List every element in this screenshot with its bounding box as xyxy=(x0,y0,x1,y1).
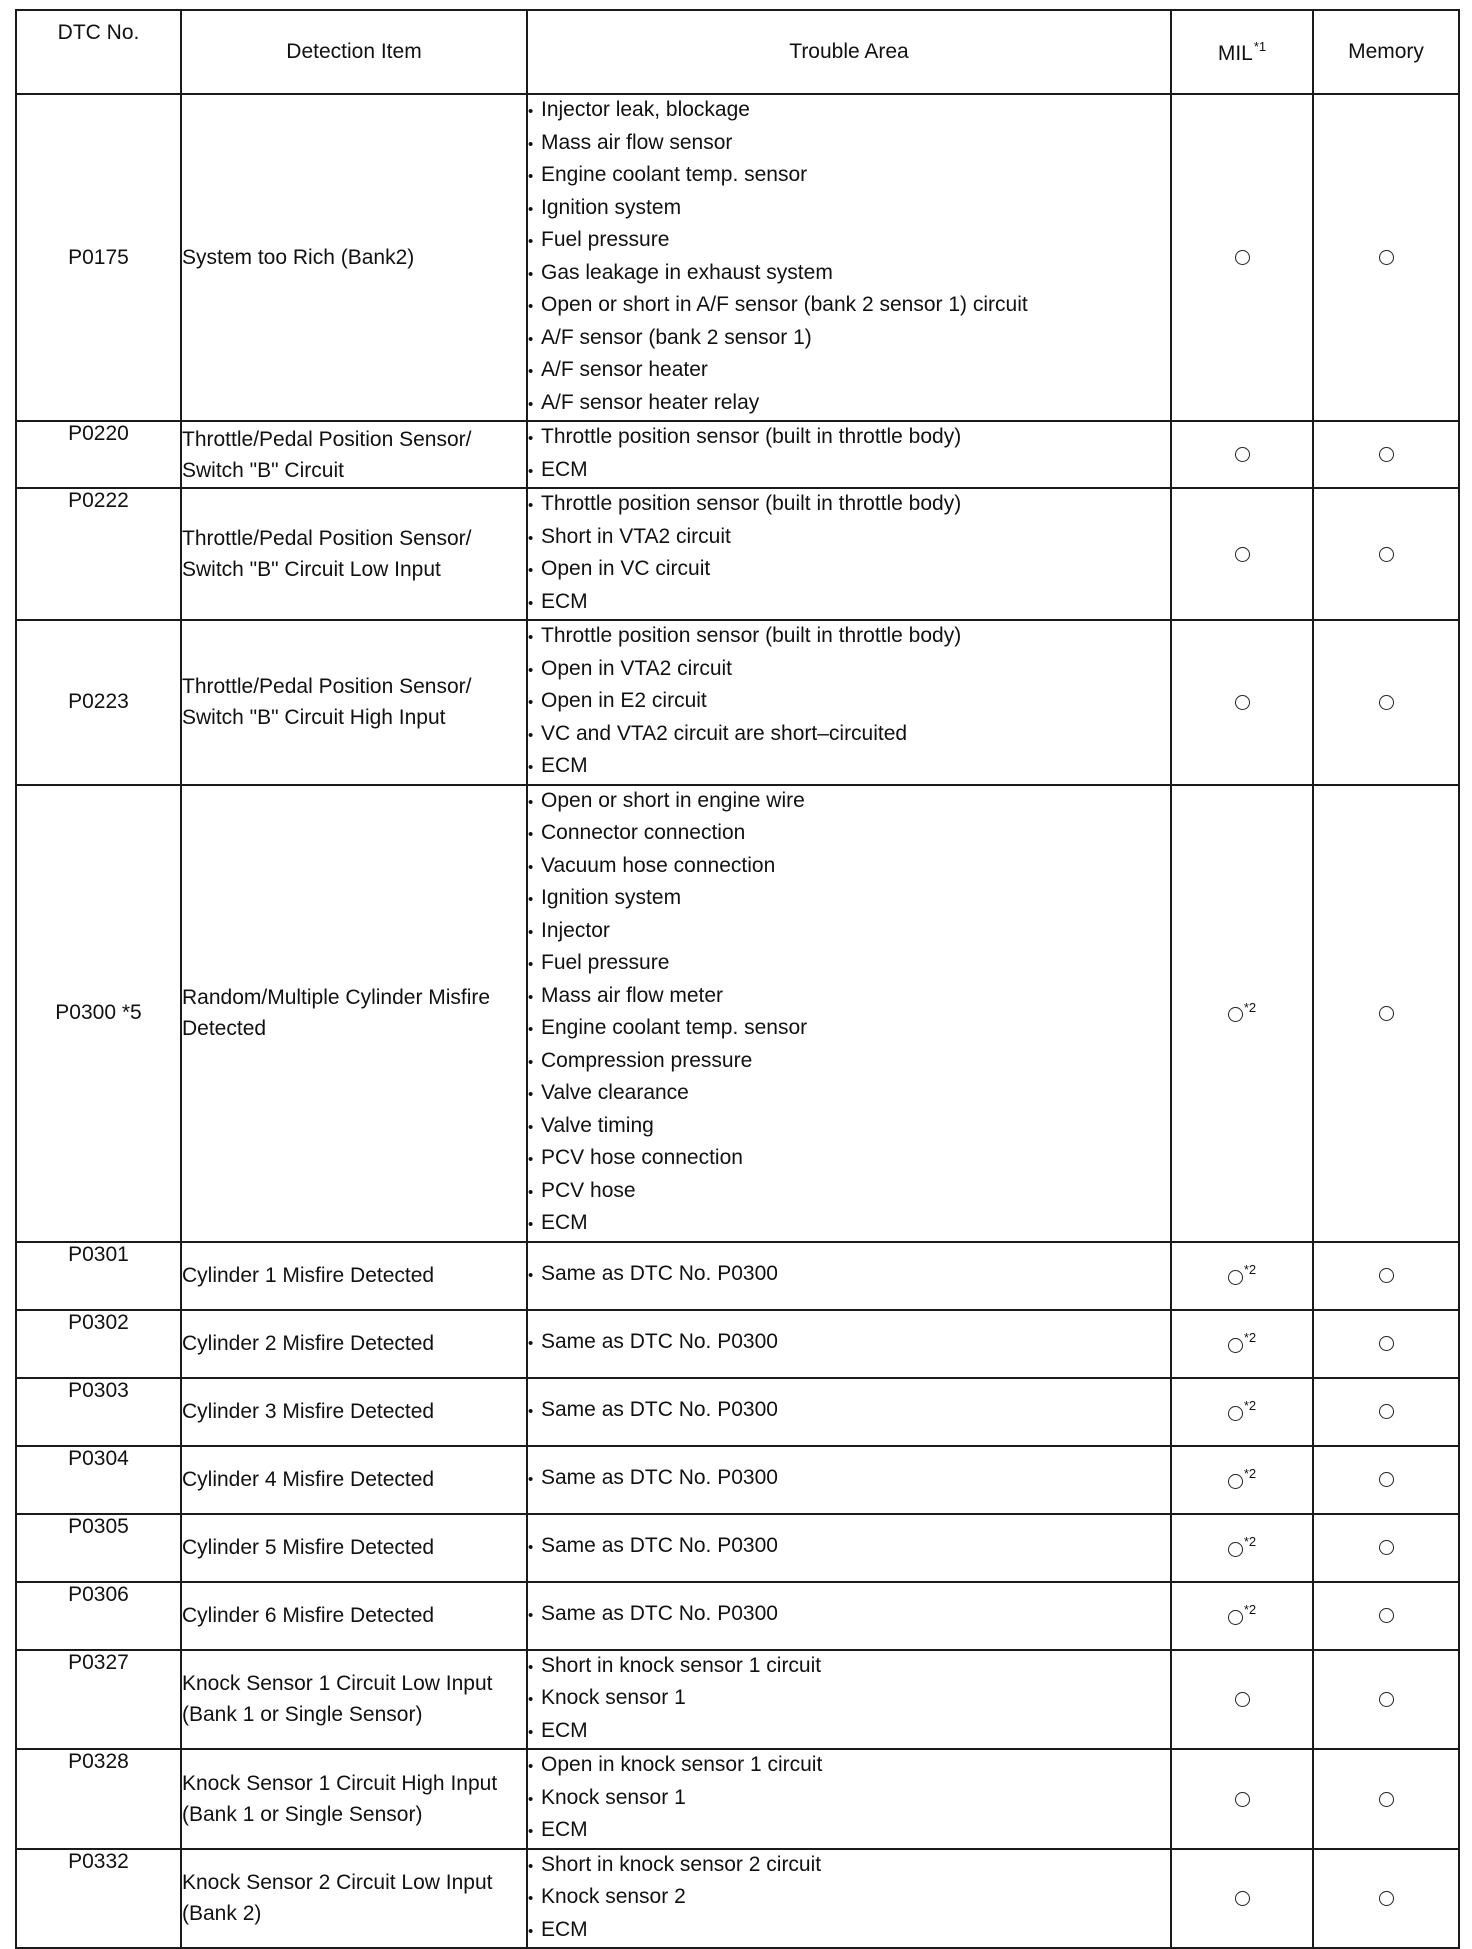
circle-icon xyxy=(1228,1007,1243,1022)
trouble-area-text: Open in VTA2 circuit xyxy=(541,656,733,680)
bullet-icon: • xyxy=(528,430,534,447)
trouble-area-line xyxy=(528,1078,1170,1111)
trouble-area xyxy=(527,1378,1171,1446)
trouble-area-line xyxy=(528,751,1170,784)
circle-icon xyxy=(1379,1792,1394,1807)
trouble-area-line xyxy=(528,1882,1170,1915)
table-row xyxy=(16,488,1459,620)
bullet-icon: • xyxy=(528,826,534,843)
bullet-icon: • xyxy=(528,330,534,348)
bullet-icon: • xyxy=(528,988,534,1006)
mil-indicator xyxy=(1171,421,1313,488)
trouble-area-text: Short in knock sensor 2 circuit xyxy=(541,1852,822,1876)
trouble-area-line xyxy=(528,290,1170,323)
trouble-area-text: ECM xyxy=(541,589,588,613)
memory-indicator xyxy=(1313,1514,1459,1582)
trouble-area-line xyxy=(528,1716,1170,1749)
bullet-icon: • xyxy=(528,956,534,973)
trouble-area xyxy=(527,1849,1171,1949)
bullet-icon: • xyxy=(528,1758,534,1775)
trouble-area-line xyxy=(528,621,1170,654)
header-trouble-area: Trouble Area xyxy=(527,10,1171,94)
detection-item: Random/Multiple Cylinder Misfire Detected xyxy=(181,785,527,1242)
dtc-code: P0305 xyxy=(16,1514,181,1582)
bullet-icon: • xyxy=(528,529,534,547)
trouble-area-line xyxy=(528,1176,1170,1209)
bullet-icon: • xyxy=(528,1922,534,1940)
dtc-code: P0328 xyxy=(16,1749,181,1849)
bullet-icon: • xyxy=(528,1335,534,1353)
mil-indicator xyxy=(1171,1378,1313,1446)
mil-indicator xyxy=(1171,1582,1313,1650)
trouble-area-text: Open in E2 circuit xyxy=(541,689,707,712)
mil-indicator xyxy=(1171,620,1313,785)
trouble-area-line xyxy=(528,1850,1170,1883)
bullet-icon: • xyxy=(528,1723,534,1741)
bullet-icon: • xyxy=(528,793,534,811)
trouble-area-text: Same as DTC No. P0300 xyxy=(541,1330,778,1354)
trouble-area-text: Mass air flow sensor xyxy=(541,130,733,154)
circle-icon xyxy=(1379,695,1394,710)
trouble-area-line xyxy=(528,851,1170,884)
memory-indicator xyxy=(1313,1582,1459,1650)
mil-footnote-marker: *2 xyxy=(1243,1534,1257,1549)
trouble-area xyxy=(527,488,1171,620)
trouble-area-text: PCV hose connection xyxy=(541,1146,743,1169)
detection-item: Knock Sensor 1 Circuit High Input (Bank 1 or Single Sensor) xyxy=(181,1749,527,1849)
bullet-icon: • xyxy=(528,233,534,250)
trouble-area xyxy=(527,421,1171,488)
dtc-code: P0223 xyxy=(16,620,181,785)
trouble-area-line xyxy=(528,225,1170,258)
circle-icon xyxy=(1379,1472,1394,1487)
table-row xyxy=(16,1650,1459,1750)
circle-icon xyxy=(1379,1006,1394,1021)
trouble-area xyxy=(527,94,1171,421)
bullet-icon: • xyxy=(528,1403,534,1421)
trouble-area-line xyxy=(528,654,1170,687)
bullet-icon: • xyxy=(528,497,534,514)
trouble-area-text: Ignition system xyxy=(541,195,682,219)
trouble-area-line xyxy=(528,323,1170,356)
trouble-area-line xyxy=(528,1395,1170,1428)
bullet-icon: • xyxy=(528,1471,534,1489)
circle-icon xyxy=(1379,1336,1394,1351)
trouble-area-line xyxy=(528,1208,1170,1241)
circle-icon xyxy=(1235,1792,1250,1807)
table-row xyxy=(16,421,1459,488)
bullet-icon: • xyxy=(528,395,534,413)
trouble-area xyxy=(527,1582,1171,1650)
trouble-area-text: Engine coolant temp. sensor xyxy=(541,1016,808,1039)
trouble-area-line xyxy=(528,1327,1170,1360)
bullet-icon: • xyxy=(528,759,534,776)
circle-icon xyxy=(1379,1540,1394,1555)
trouble-area-line xyxy=(528,388,1170,421)
detection-item: Cylinder 5 Misfire Detected xyxy=(181,1514,527,1582)
detection-item: Cylinder 1 Misfire Detected xyxy=(181,1242,527,1310)
memory-indicator xyxy=(1313,1749,1459,1849)
trouble-area xyxy=(527,785,1171,1242)
bullet-icon: • xyxy=(528,594,534,612)
trouble-area-line xyxy=(528,258,1170,291)
mil-indicator xyxy=(1171,1650,1313,1750)
trouble-area-text: Connector connection xyxy=(541,821,746,844)
mil-footnote-marker: *2 xyxy=(1243,999,1257,1015)
header-row xyxy=(16,10,1459,94)
trouble-area-text: Gas leakage in exhaust system xyxy=(541,260,833,284)
detection-item: Cylinder 4 Misfire Detected xyxy=(181,1446,527,1514)
trouble-area-text: Ignition system xyxy=(541,886,682,909)
dtc-code: P0302 xyxy=(16,1310,181,1378)
bullet-icon: • xyxy=(528,1691,534,1708)
dtc-code: P0332 xyxy=(16,1849,181,1949)
trouble-area xyxy=(527,1242,1171,1310)
trouble-area-line xyxy=(528,1111,1170,1144)
trouble-area-text: Open in VC circuit xyxy=(541,557,711,580)
mil-indicator xyxy=(1171,1242,1313,1310)
detection-item: Throttle/Pedal Position Sensor/ Switch "B" Circuit xyxy=(181,421,527,488)
dtc-table xyxy=(15,9,1460,1949)
circle-icon xyxy=(1228,1542,1243,1557)
trouble-area-line xyxy=(528,128,1170,161)
circle-icon xyxy=(1379,1891,1394,1906)
table-row xyxy=(16,1582,1459,1650)
trouble-area-text: Fuel pressure xyxy=(541,228,670,251)
mil-footnote-marker: *1 xyxy=(1253,38,1267,54)
dtc-code: P0301 xyxy=(16,1242,181,1310)
detection-item: Cylinder 3 Misfire Detected xyxy=(181,1378,527,1446)
circle-icon xyxy=(1228,1474,1243,1489)
trouble-area-line xyxy=(528,916,1170,949)
bullet-icon: • xyxy=(528,1823,534,1840)
mil-indicator xyxy=(1171,785,1313,1242)
trouble-area xyxy=(527,1650,1171,1750)
memory-indicator xyxy=(1313,785,1459,1242)
mil-indicator xyxy=(1171,1749,1313,1849)
trouble-area xyxy=(527,1749,1171,1849)
mil-indicator xyxy=(1171,1310,1313,1378)
bullet-icon: • xyxy=(528,629,534,646)
bullet-icon: • xyxy=(528,1021,534,1038)
bullet-icon: • xyxy=(528,1790,534,1808)
trouble-area-text: ECM xyxy=(541,1211,588,1234)
trouble-area-line xyxy=(528,587,1170,620)
mil-footnote-marker: *2 xyxy=(1243,1602,1257,1617)
mil-indicator xyxy=(1171,1446,1313,1514)
bullet-icon: • xyxy=(528,1890,534,1907)
trouble-area-line xyxy=(528,522,1170,555)
trouble-area-line xyxy=(528,1915,1170,1948)
mil-footnote-marker: *2 xyxy=(1243,1262,1257,1277)
table-row xyxy=(16,1446,1459,1514)
trouble-area-text: Same as DTC No. P0300 xyxy=(541,1466,778,1490)
trouble-area-line xyxy=(528,1463,1170,1496)
circle-icon xyxy=(1235,1692,1250,1707)
table-row xyxy=(16,1749,1459,1849)
trouble-area-text: Knock sensor 1 xyxy=(541,1785,686,1809)
bullet-icon: • xyxy=(528,103,534,120)
trouble-area xyxy=(527,1446,1171,1514)
trouble-area-line xyxy=(528,1651,1170,1684)
trouble-area-text: Open or short in engine wire xyxy=(541,788,805,812)
trouble-area-line xyxy=(528,554,1170,587)
header-mil: MIL$^{*1}$ xyxy=(1171,10,1313,94)
trouble-area-text: Throttle position sensor (built in throttle body) xyxy=(541,624,962,647)
circle-icon xyxy=(1235,1891,1250,1906)
bullet-icon: • xyxy=(528,1151,534,1168)
trouble-area-line xyxy=(528,948,1170,981)
header-detection-item: Detection Item xyxy=(181,10,527,94)
table-row xyxy=(16,1378,1459,1446)
trouble-area-line xyxy=(528,981,1170,1014)
memory-indicator xyxy=(1313,1446,1459,1514)
mil-indicator xyxy=(1171,1849,1313,1949)
bullet-icon: • xyxy=(528,462,534,480)
circle-icon xyxy=(1379,447,1394,462)
trouble-area-line xyxy=(528,1143,1170,1176)
trouble-area-text: Knock sensor 1 xyxy=(541,1686,686,1709)
trouble-area-text: VC and VTA2 circuit are short–circuited xyxy=(541,721,908,745)
detection-item: System too Rich (Bank2) xyxy=(181,94,527,421)
trouble-area-line xyxy=(528,160,1170,193)
header-dtc-no: DTC No. xyxy=(16,10,181,94)
trouble-area-line xyxy=(528,455,1170,488)
circle-icon xyxy=(1379,547,1394,562)
trouble-area-line xyxy=(528,1750,1170,1783)
mil-indicator xyxy=(1171,488,1313,620)
circle-icon xyxy=(1379,1608,1394,1623)
table-body xyxy=(16,94,1459,1948)
trouble-area-text: Throttle position sensor (built in throttle body) xyxy=(541,492,962,515)
dtc-code: P0300 *5 xyxy=(16,785,181,1242)
bullet-icon: • xyxy=(528,694,534,711)
memory-indicator xyxy=(1313,1310,1459,1378)
trouble-area-text: Open or short in A/F sensor (bank 2 sensor 1) circuit xyxy=(541,293,1028,316)
trouble-area-text: Valve timing xyxy=(541,1113,654,1137)
trouble-area-line xyxy=(528,1599,1170,1632)
detection-item: Throttle/Pedal Position Sensor/ Switch "B" Circuit High Input xyxy=(181,620,527,785)
trouble-area-text: Compression pressure xyxy=(541,1048,753,1072)
trouble-area-text: ECM xyxy=(541,1718,588,1742)
bullet-icon: • xyxy=(528,298,534,315)
bullet-icon: • xyxy=(528,1118,534,1136)
table-row xyxy=(16,1242,1459,1310)
memory-indicator xyxy=(1313,421,1459,488)
detection-item: Knock Sensor 2 Circuit Low Input (Bank 2) xyxy=(181,1849,527,1949)
trouble-area-text: Same as DTC No. P0300 xyxy=(541,1398,778,1422)
trouble-area-line xyxy=(528,355,1170,388)
trouble-area-text: A/F sensor heater relay xyxy=(541,390,760,414)
memory-indicator xyxy=(1313,620,1459,785)
trouble-area-text: ECM xyxy=(541,1917,588,1941)
dtc-code: P0306 xyxy=(16,1582,181,1650)
bullet-icon: • xyxy=(528,1183,534,1201)
trouble-area-text: Injector xyxy=(541,918,610,942)
bullet-icon: • xyxy=(528,562,534,579)
header-memory: Memory xyxy=(1313,10,1459,94)
memory-indicator xyxy=(1313,488,1459,620)
trouble-area-text: Throttle position sensor (built in throttle body) xyxy=(541,425,962,448)
dtc-code: P0327 xyxy=(16,1650,181,1750)
circle-icon xyxy=(1235,547,1250,562)
circle-icon xyxy=(1235,695,1250,710)
trouble-area-text: Same as DTC No. P0300 xyxy=(541,1602,778,1626)
trouble-area-text: A/F sensor heater xyxy=(541,358,708,381)
bullet-icon: • xyxy=(528,1053,534,1071)
trouble-area-text: Valve clearance xyxy=(541,1081,689,1104)
trouble-area-line xyxy=(528,95,1170,128)
trouble-area-line xyxy=(528,686,1170,719)
dtc-code: P0220 xyxy=(16,421,181,488)
mil-footnote-marker: *2 xyxy=(1243,1398,1257,1413)
bullet-icon: • xyxy=(528,135,534,153)
bullet-icon: • xyxy=(528,363,534,380)
trouble-area-text: Same as DTC No. P0300 xyxy=(541,1534,778,1558)
trouble-area-text: Same as DTC No. P0300 xyxy=(541,1262,778,1286)
trouble-area-line xyxy=(528,1046,1170,1079)
bullet-icon: • xyxy=(528,1857,534,1875)
trouble-area-text: A/F sensor (bank 2 sensor 1) xyxy=(541,325,812,349)
bullet-icon: • xyxy=(528,858,534,876)
dtc-code: P0303 xyxy=(16,1378,181,1446)
trouble-area-text: ECM xyxy=(541,457,588,481)
trouble-area-text: ECM xyxy=(541,1818,588,1841)
circle-icon xyxy=(1379,1404,1394,1419)
circle-icon xyxy=(1228,1338,1243,1353)
bullet-icon: • xyxy=(528,265,534,283)
detection-item: Cylinder 6 Misfire Detected xyxy=(181,1582,527,1650)
circle-icon xyxy=(1228,1270,1243,1285)
circle-icon xyxy=(1379,250,1394,265)
table-row xyxy=(16,94,1459,421)
bullet-icon: • xyxy=(528,661,534,679)
trouble-area xyxy=(527,620,1171,785)
bullet-icon: • xyxy=(528,923,534,941)
trouble-area-line xyxy=(528,786,1170,819)
table-row xyxy=(16,620,1459,785)
bullet-icon: • xyxy=(528,1216,534,1233)
trouble-area xyxy=(527,1310,1171,1378)
trouble-area-line xyxy=(528,422,1170,455)
mil-footnote-marker: *2 xyxy=(1243,1330,1257,1345)
mil-indicator xyxy=(1171,94,1313,421)
detection-item: Throttle/Pedal Position Sensor/ Switch "B" Circuit Low Input xyxy=(181,488,527,620)
trouble-area-line xyxy=(528,1815,1170,1848)
trouble-area-line xyxy=(528,818,1170,851)
circle-icon xyxy=(1379,1268,1394,1283)
mil-footnote-marker: *2 xyxy=(1243,1466,1257,1481)
circle-icon xyxy=(1235,447,1250,462)
memory-indicator xyxy=(1313,1378,1459,1446)
trouble-area-text: ECM xyxy=(541,754,588,777)
circle-icon xyxy=(1379,1692,1394,1707)
memory-indicator xyxy=(1313,94,1459,421)
trouble-area-text: Short in VTA2 circuit xyxy=(541,524,731,548)
trouble-area-text: Open in knock sensor 1 circuit xyxy=(541,1753,823,1776)
dtc-code: P0222 xyxy=(16,488,181,620)
trouble-area-text: Knock sensor 2 xyxy=(541,1885,686,1908)
table-row xyxy=(16,1310,1459,1378)
detection-item: Cylinder 2 Misfire Detected xyxy=(181,1310,527,1378)
memory-indicator xyxy=(1313,1849,1459,1949)
mil-indicator xyxy=(1171,1514,1313,1582)
dtc-code: P0304 xyxy=(16,1446,181,1514)
bullet-icon: • xyxy=(528,1658,534,1676)
trouble-area-text: Fuel pressure xyxy=(541,951,670,974)
trouble-area-line xyxy=(528,1683,1170,1716)
bullet-icon: • xyxy=(528,168,534,185)
bullet-icon: • xyxy=(528,1607,534,1625)
bullet-icon: • xyxy=(528,1267,534,1285)
trouble-area-text: Mass air flow meter xyxy=(541,983,724,1007)
trouble-area-line xyxy=(528,489,1170,522)
circle-icon xyxy=(1228,1406,1243,1421)
memory-indicator xyxy=(1313,1242,1459,1310)
table-row xyxy=(16,785,1459,1242)
trouble-area-text: PCV hose xyxy=(541,1178,636,1202)
trouble-area-line xyxy=(528,1531,1170,1564)
bullet-icon: • xyxy=(528,1539,534,1557)
detection-item: Knock Sensor 1 Circuit Low Input (Bank 1 or Single Sensor) xyxy=(181,1650,527,1750)
trouble-area-line xyxy=(528,883,1170,916)
trouble-area-line xyxy=(528,719,1170,752)
circle-icon xyxy=(1235,250,1250,265)
trouble-area-line xyxy=(528,1013,1170,1046)
table-row xyxy=(16,1514,1459,1582)
bullet-icon: • xyxy=(528,726,534,744)
trouble-area-line xyxy=(528,1783,1170,1816)
trouble-area-text: Engine coolant temp. sensor xyxy=(541,163,808,186)
trouble-area-line xyxy=(528,193,1170,226)
dtc-code: P0175 xyxy=(16,94,181,421)
trouble-area-line xyxy=(528,1259,1170,1292)
circle-icon xyxy=(1228,1610,1243,1625)
bullet-icon: • xyxy=(528,1086,534,1103)
memory-indicator xyxy=(1313,1650,1459,1750)
bullet-icon: • xyxy=(528,891,534,908)
bullet-icon: • xyxy=(528,200,534,218)
trouble-area-text: Vacuum hose connection xyxy=(541,853,776,877)
table-row xyxy=(16,1849,1459,1949)
trouble-area-text: Injector leak, blockage xyxy=(541,98,750,121)
trouble-area xyxy=(527,1514,1171,1582)
trouble-area-text: Short in knock sensor 1 circuit xyxy=(541,1653,822,1677)
